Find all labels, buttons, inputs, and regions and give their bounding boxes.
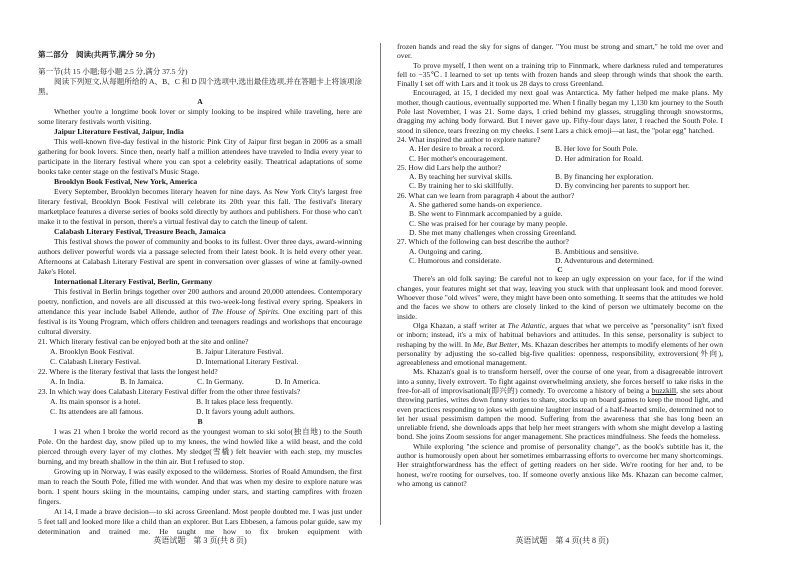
answer-option: A. In India.: [50, 377, 86, 387]
festival-heading: Calabash Literary Festival, Treasure Beach, Jamaica: [54, 227, 226, 237]
question-stem: 22. Where is the literary festival that lasts the longest held?: [38, 367, 218, 377]
paragraph: [38, 187, 362, 227]
answer-option: D. Her admiration for Roald.: [555, 153, 644, 163]
page-footer-left: 英语试题 第 3 页(共 8 页): [153, 536, 247, 545]
answer-option: A. Brooklyn Book Festival.: [50, 347, 135, 357]
paragraph: [38, 107, 362, 127]
paragraph: [397, 61, 723, 89]
paragraph: [397, 367, 723, 441]
text-run: This well-known five-day festival in the historic Pink City of Jaipur first began in 2006 as a small gathering for book lovers. Since then, nearly half a million attendees have traveled to India every year to participate in the literary festival where you can spot a celebrity easily. Theatrical adaptations of some books take center stage on the festival's Music Stage.: [38, 137, 362, 177]
answer-option: A. She gathered some hands-on experience.: [409, 200, 543, 210]
answer-option: B. By financing her exploration.: [555, 172, 654, 182]
question-stem: 25. How did Lars help the author?: [397, 162, 501, 172]
answer-option: C. Her mother's encouragement.: [409, 153, 508, 163]
paragraph: [38, 507, 362, 537]
text-run: frozen hands and read the sky for signs of danger. "You must be strong and smart," he told me over and over.: [397, 42, 723, 61]
question-27: [397, 237, 723, 265]
question-stem: 23. In which way does Calabash Literary Festival differ from the other three festivals?: [38, 387, 301, 397]
text-run: Olga Khazan, a staff writer at: [413, 320, 508, 330]
instructions: 阅读下列短文,从每题所给的 A、B、C 和 D 四个选项中,选出最佳选项,并在答题卡上将该项涂黑。: [38, 77, 362, 97]
text-run: Encouraged, at 15, I decided my next goal was Antarctica. My father helped me make plans. My mother, though cautious, eventually supported me. When I finally began my 1,130 km journey to the South Pole last November, I was 21. Some days, I cried behind my glasses, struggling through snowstorms, dragging my aching body forward. But I never gave up. Fifty-four days later, I reached the South Pole. I stood in silence, tears freezing on my cheeks. I sent Lars a chick emoji—at last, the "polar egg" hatched.: [397, 88, 723, 135]
passage-letter: A: [197, 97, 203, 107]
answer-options: [38, 397, 362, 417]
paragraph: [38, 427, 362, 467]
paragraph: [38, 237, 362, 277]
underlined-word: buzzkill: [651, 385, 677, 395]
question-22: [38, 367, 362, 387]
paragraph: [397, 321, 723, 367]
answer-option: B. Jaipur Literature Festival.: [196, 347, 284, 357]
paragraph: [397, 274, 723, 320]
question-stem: 24. What inspired the author to explore nature?: [397, 134, 541, 144]
answer-options: [397, 247, 723, 266]
answer-option: D. International Literary Festival.: [196, 357, 299, 367]
text-run: . One exciting part of this festival is its Young Program, which offers children and teenagers readings and workshops that encourage cultural diversity.: [38, 307, 362, 337]
paragraph: [38, 287, 362, 337]
text-run: While exploring "the science and promise of personality change", as the book's subtitle has it, the author is humorously open about her sometimes embarrassing efforts to overcome her many shortcomings. Her straightforwardness has the effect of getting readers on her side. We're rooting for her and, to be honest, we're rooting for ourselves, too. If someone overly anxious like Ms. Khazan can become calmer, who among us cannot?: [397, 441, 723, 488]
answer-option: B. Ambitious and sensitive.: [555, 246, 639, 256]
answer-option: C. In Germany.: [197, 377, 244, 387]
answer-option: D. She met many challenges when crossing Greenland.: [409, 227, 577, 237]
paragraph: [38, 467, 362, 507]
question-24: [397, 135, 723, 163]
text-run: This festival shows the power of community and books to its fullest. Over three days, award-winning authors deliver powerful words via a passage selected from their latest book. It is held every other year. Afternoons at Calabash Literary Festival are spent in conversation over glasses of wine at family-owned Jake's Hotel.: [38, 237, 362, 277]
question-stem: 21. Which literary festival can be enjoyed both at the site and online?: [38, 337, 249, 347]
answer-option: C. Its attendees are all famous.: [50, 407, 144, 417]
paragraph: [38, 137, 362, 177]
answer-option: B. In Jamaica.: [120, 377, 164, 387]
passage-letter: C: [557, 265, 563, 275]
text-run: Whether you're a longtime book lover or simply looking to be inspired while traveling, here are some literary festivals worth visiting.: [38, 107, 362, 127]
festival-heading: International Literary Festival, Berlin, Germany: [54, 277, 213, 287]
section-title: 第二部分 阅读(共两节,满分 50 分): [38, 49, 156, 59]
answer-options: [397, 200, 723, 237]
text-run: , Ms. Khazan describes her attempts to modify elements of her own personality by adjusting the so-called big-five qualities: openness, responsibility, extroversion(外向), agreeableness and emotional management.: [397, 339, 723, 368]
answer-option: D. In America.: [275, 377, 321, 387]
text-run: , argues that what we perceive as "personality" isn't fixed or inborn; instead, it's a mix of habitual behaviors and attitudes. In this sense, personality is subject to reshaping by the will. In: [397, 320, 723, 349]
paragraph: [397, 88, 723, 134]
answer-options: [397, 172, 723, 191]
answer-option: C. Humorous and considerate.: [409, 255, 502, 265]
text-run: At 14, I made a brave decision—to ski across Greenland. Most people doubted me. I was just under 5 feet tall and looked more like a child than an explorer. But Lars Ebbesen, a famous polar guide, saw my determination and trained me. He taught me how to fix broken equipment with: [38, 507, 362, 537]
italic-title: Me, But Better: [473, 339, 518, 349]
question-stem: 26. What can we learn from paragraph 4 about the author?: [397, 190, 575, 200]
answer-option: A. Her desire to break a record.: [409, 144, 505, 154]
answer-option: C. She was praised for her courage by many people.: [409, 218, 568, 228]
festival-heading: Jaipur Literature Festival, Jaipur, India: [54, 127, 184, 137]
paragraph: [397, 442, 723, 488]
question-21: [38, 337, 362, 367]
question-25: [397, 163, 723, 191]
page-footer-right: 英语试题 第 4 页(共 8 页): [515, 536, 609, 545]
left-column: [38, 42, 362, 537]
answer-option: A. By teaching her survival skills.: [409, 172, 513, 182]
text-run: , she sets about throwing parties, writes down funny stories to share, stocks up on board games to keep the mood light, and even practices responding to jokes with genuine laughter instead of a half-hearted smile, determined not to let her usual pessimism dampen the mood. Suffering from the awareness that she has long been an unreliable friend, she downloads apps that help her meet strangers with whom she might develop a lasting bond. She joins Zoom sessions for anger management. She practices mindfulness. She feeds the homeless.: [397, 385, 723, 442]
passage-letter: B: [197, 417, 203, 427]
question-stem: 27. Which of the following can best describe the author?: [397, 237, 569, 247]
answer-option: A. Outgoing and caring.: [409, 246, 483, 256]
text-run: To prove myself, I then went on a training trip to Finnmark, where darkness ruled and temperatures fell to −35℃. I learned to set up tents with frozen hands and sleep through winds that shook the earth. Finally I set off with Lars and it took us 28 days to cross Greenland.: [397, 60, 723, 89]
text-run: Every September, Brooklyn becomes literary heaven for nine days. As New York City's largest free literary festival, Brooklyn Book Festival will celebrate its 20th year this fall. The festival's literary marketplace features a diverse series of books sold directly by authors and publishers. For those who can't make it to the festival in person, there's a virtual festival day to catch the lineup of talent.: [38, 187, 362, 227]
answer-option: D. It favors young adult authors.: [196, 407, 295, 417]
answer-option: B. Her love for South Pole.: [555, 144, 638, 154]
answer-options: [38, 377, 362, 387]
answer-options: [38, 347, 362, 367]
answer-options: [397, 144, 723, 163]
question-26: [397, 191, 723, 237]
text-run: Ms. Khazan's goal is to transform herself, over the course of one year, from a disagreeable introvert into a sunny, lively extrovert. To fight against overwhelming anxiety, she forces herself to take risks in the free-for-all of improvisational(即兴的) comedy. To overcome a history of being a: [397, 367, 723, 395]
italic-title: The House of Spirits: [211, 307, 278, 317]
text-run: Growing up in Norway, I was easily exposed to the wilderness. Stories of Roald Amundsen, the first man to reach the South Pole, filled me with wonder. And that was when my desire to explore nature was born. I spent hours skiing in the mountains, camping under stars, and starting campfires with frozen fingers.: [38, 467, 362, 507]
answer-option: D. By convincing her parents to support her.: [555, 181, 690, 191]
column-divider: [380, 43, 381, 525]
text-run: I was 21 when I broke the world record as the youngest woman to ski solo(独自地) to the South Pole. On the hardest day, snow piled up to my knees, the wind howled like a wild beast, and the cold pierced through every layer of my clothes. My sledge(雪橇) felt heavier with each step, my muscles burning, and my breath shallow in the thin air. But I refused to stop.: [38, 427, 362, 467]
text-run: This festival in Berlin brings together over 200 authors and around 20,000 attendees. Contemporary poetry, nonfiction, and novels are all discussed at this two-week-long festival every spring. Speakers in attendance this year include Isabel Allende, author of: [38, 287, 362, 317]
question-23: [38, 387, 362, 417]
answer-option: C. By training her to ski skillfully.: [409, 181, 514, 191]
festival-heading: Brooklyn Book Festival, New York, America: [54, 177, 198, 187]
text-run: There's an old folk saying: Be careful not to keep an ugly expression on your face, for if the wind changes, your features might set that way, leaving you stuck with that unpleasant look and mood forever. Whoever those "old wives" were, they might have been onto something. It seems that the attitudes we hold and the faces we show to others are closely linked to the kind of person we ultimately become on the inside.: [397, 274, 723, 321]
answer-option: D. Adventurous and determined.: [555, 255, 654, 265]
italic-title: The Atlantic: [507, 320, 546, 330]
answer-option: A. Its main sponsor is a hotel.: [50, 397, 141, 407]
answer-option: C. Calabash Literary Festival.: [50, 357, 141, 367]
answer-option: B. She went to Finnmark accompanied by a guide.: [409, 209, 563, 219]
answer-option: B. It takes place less frequently.: [196, 397, 293, 407]
paragraph: [397, 42, 723, 61]
section-subtitle: 第一节(共 15 小题;每小题 2.5 分,满分 37.5 分): [38, 67, 188, 77]
right-column: [397, 42, 723, 488]
